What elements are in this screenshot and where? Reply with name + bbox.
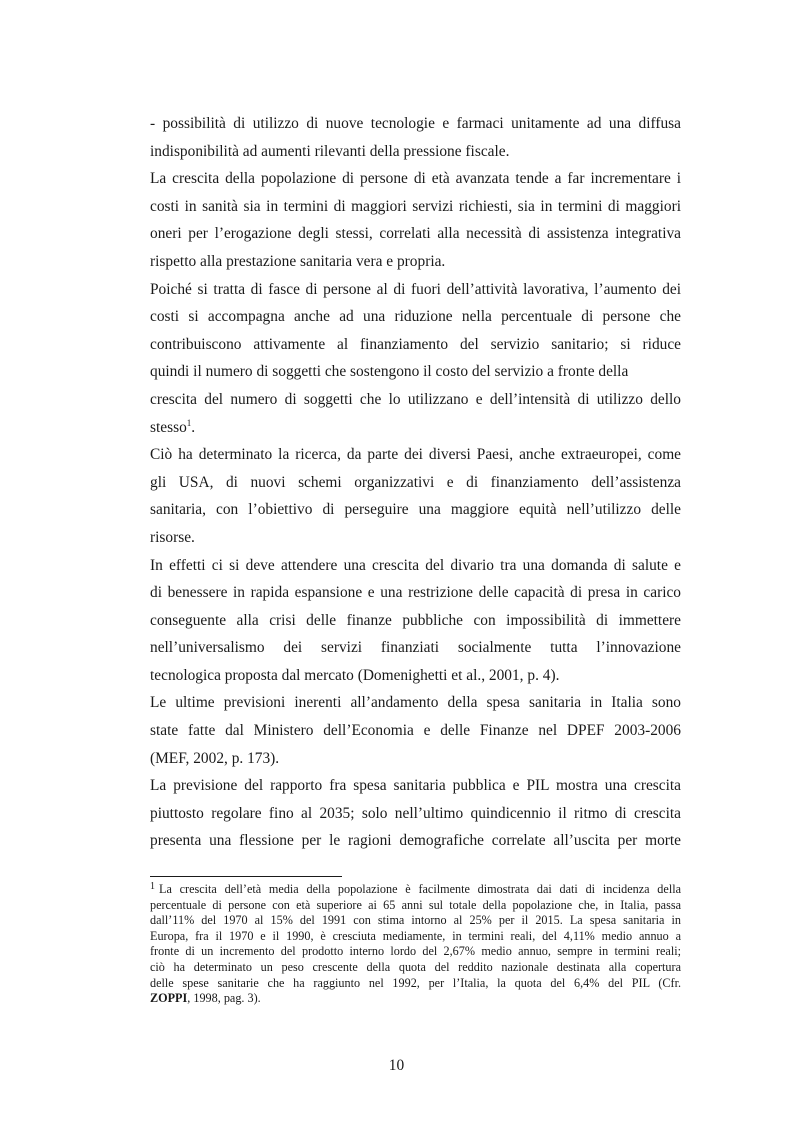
footnote-separator [150, 876, 342, 877]
text-fragment: La crescita dell’età media della popolazione è facilmente dimostrata dai dati di incidenza della [159, 882, 681, 896]
text-line: presenta una flessione per le ragioni demografiche correlate all’uscita per morte [150, 832, 681, 850]
text-line: oneri per l’erogazione degli stessi, correlati alla necessità di assistenza integrativa [150, 225, 681, 243]
page-body [150, 110, 681, 855]
text-line: La crescita della popolazione di persone di età avanzata tende a far incrementare i [150, 170, 681, 188]
text-line [150, 414, 681, 442]
footnote-reference[interactable]: 1 [186, 417, 192, 428]
text-line: sanitaria, con l’obiettivo di perseguire una maggiore equità nell’utilizzo delle [150, 501, 681, 519]
footnote-line: ciò ha determinato un peso crescente della quota del reddito nazionale destinata alla copertura [150, 959, 681, 974]
text-line: tecnologica proposta dal mercato (Domenighetti et al., 2001, p. 4). [150, 666, 560, 684]
paragraph-2 [150, 165, 681, 275]
footnote-number: 1 [150, 881, 155, 892]
text-line: La previsione del rapporto fra spesa sanitaria pubblica e PIL mostra una crescita [150, 777, 681, 795]
paragraph-3 [150, 276, 681, 442]
paragraph-4 [150, 441, 681, 551]
footnote-line: Europa, fra il 1970 e il 1990, è cresciuta mediamente, in termini reali, del 4,11% medio annuo a [150, 928, 681, 943]
paragraph-6 [150, 689, 681, 772]
citation-author: ZOPPI [150, 991, 188, 1006]
text-line: crescita del numero di soggetti che lo utilizzano e dell’intensità di utilizzo dello [150, 390, 681, 408]
footnote-line: percentuale di persone con età superiore ai 65 anni sul totale della popolazione che, in Italia, passa [150, 897, 681, 912]
text-line: - possibilità di utilizzo di nuove tecnologie e farmaci unitamente ad una diffusa [150, 115, 681, 132]
text-line: conseguente alla crisi delle finanze pubbliche con impossibilità di immettere [150, 611, 681, 629]
text-line: gli USA, di nuovi schemi organizzativi e di finanziamento dell’assistenza [150, 473, 681, 491]
text-line: rispetto alla prestazione sanitaria vera e propria. [150, 252, 446, 270]
text-fragment: , 1998, pag. 3). [187, 991, 261, 1006]
text-line: Ciò ha determinato la ricerca, da parte dei diversi Paesi, anche extraeuropei, come [150, 446, 681, 464]
paragraph-7 [150, 772, 681, 855]
text-line: risorse. [150, 528, 195, 546]
text-line: quindi il numero di soggetti che sostengono il costo del servizio a fronte della [150, 363, 629, 381]
text-line: Le ultime previsioni inerenti all’andamento della spesa sanitaria in Italia sono [150, 694, 681, 712]
text-line: Poiché si tratta di fasce di persone al di fuori dell’attività lavorativa, l’aumento dei [150, 280, 681, 298]
text-line: nell’universalismo dei servizi finanziati socialmente tutta l’innovazione [150, 639, 681, 657]
text-fragment: stesso [150, 418, 187, 436]
text-line: In effetti ci si deve attendere una crescita del divario tra una domanda di salute e [150, 556, 681, 574]
footnote-line: delle spese sanitarie che ha raggiunto nel 1992, per l’Italia, la quota del 6,4% del PIL (Cfr. [150, 975, 681, 990]
text-line: state fatte dal Ministero dell’Economia e delle Finanze nel DPEF 2003-2006 [150, 722, 681, 740]
footnote [150, 882, 681, 1007]
text-line: indisponibilità ad aumenti rilevanti della pressione fiscale. [150, 142, 510, 160]
text-line: costi si accompagna anche ad una riduzione nella percentuale di persone che [150, 308, 681, 326]
text-line: contribuiscono attivamente al finanziamento del servizio sanitario; si riduce [150, 335, 681, 353]
text-line: costi in sanità sia in termini di maggiori servizi richiesti, sia in termini di maggiori [150, 197, 681, 215]
page-number: 10 [388, 1057, 405, 1074]
footnote-line [150, 991, 681, 1007]
footnote-line: dall’11% del 1970 al 15% del 1991 con stima intorno al 25% per il 2015. La spesa sanitaria in [150, 913, 681, 928]
footnote-line [150, 882, 681, 898]
footnote-line: fronte di un incremento del prodotto interno lordo del 2,67% medio annuo, sempre in termini reali; [150, 944, 681, 959]
text-line: (MEF, 2002, p. 173). [150, 749, 280, 767]
text-fragment: . [191, 418, 196, 436]
text-line: di benessere in rapida espansione e una restrizione delle capacità di presa in carico [150, 584, 681, 602]
text-line: piuttosto regolare fino al 2035; solo nell’ultimo quindicennio il ritmo di crescita [150, 804, 681, 822]
paragraph-1 [150, 110, 681, 165]
paragraph-5 [150, 552, 681, 690]
